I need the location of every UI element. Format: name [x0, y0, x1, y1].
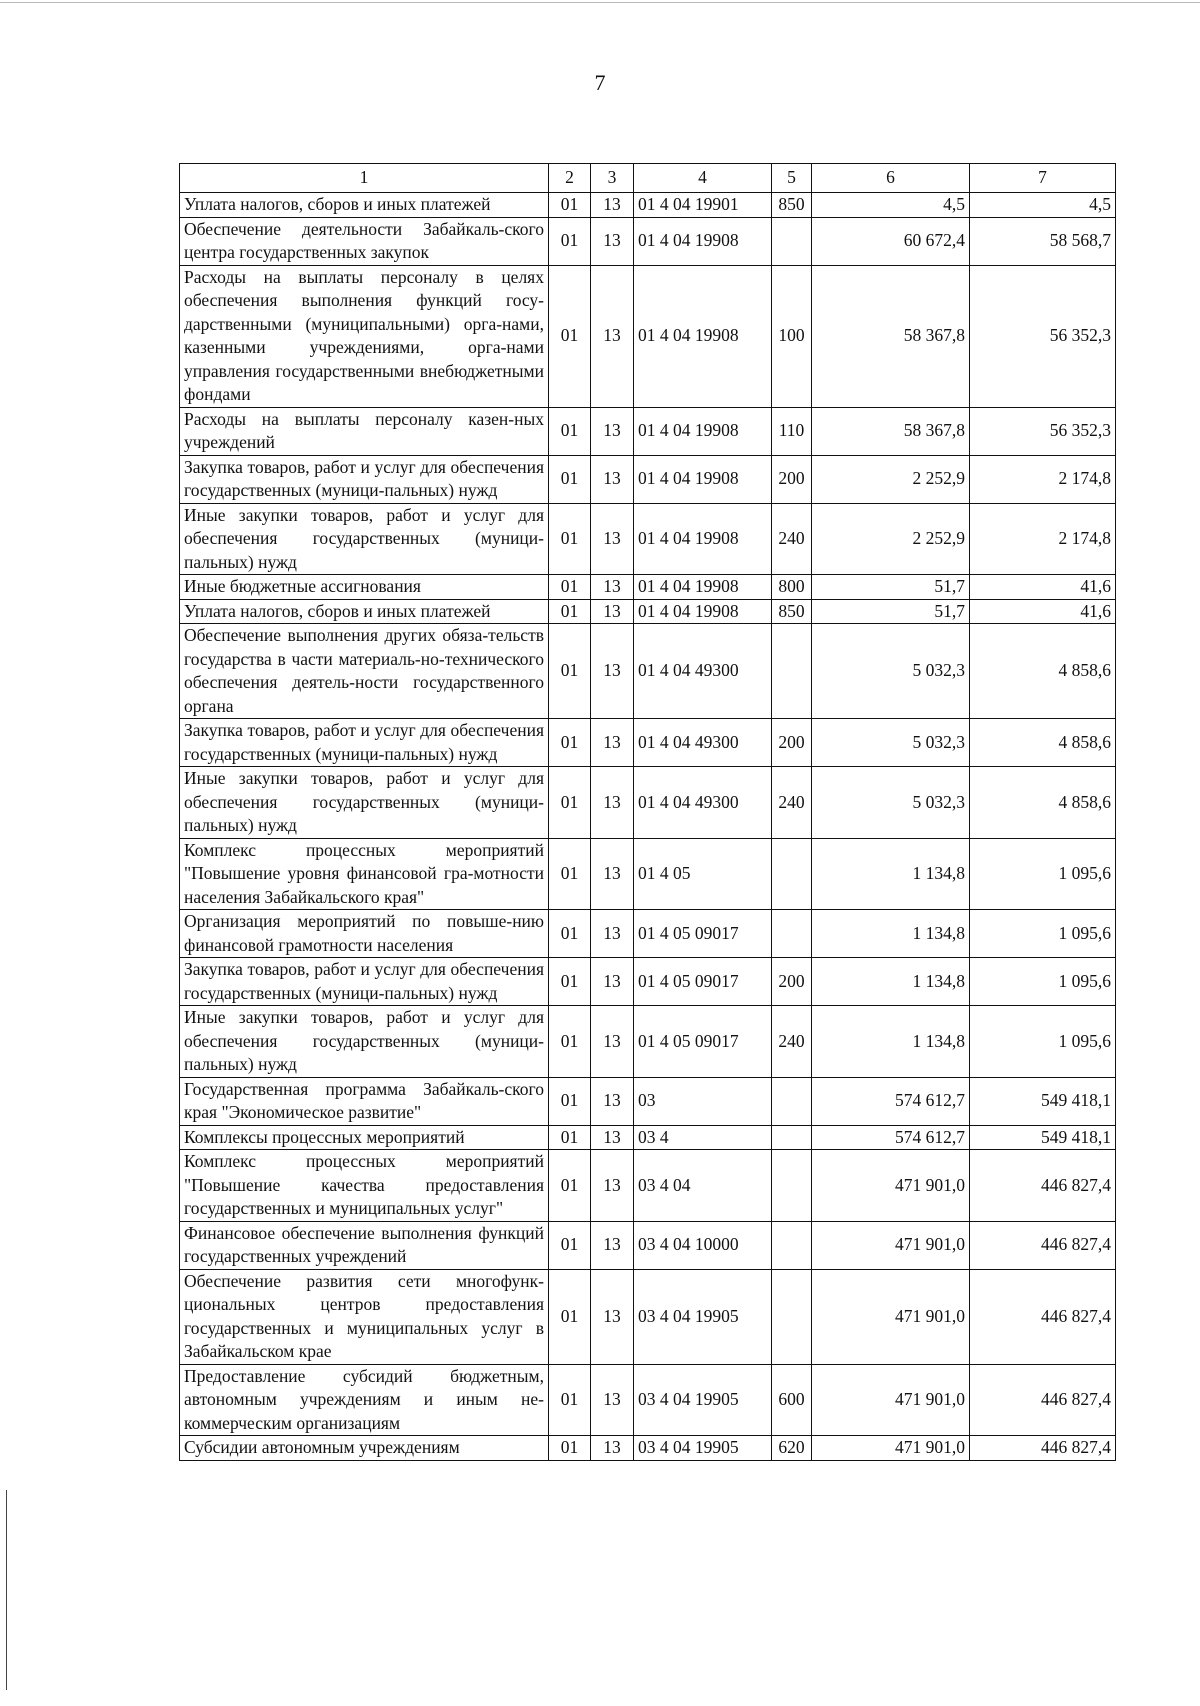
amount-col7-cell: 4,5 [970, 193, 1116, 218]
scan-edge-top [0, 2, 1200, 3]
amount-col6-cell: 2 252,9 [812, 455, 970, 503]
table-row [180, 1221, 1116, 1269]
amount-col7-cell: 2 174,8 [970, 503, 1116, 575]
amount-col7-cell: 4 858,6 [970, 719, 1116, 767]
section-cell: 01 [549, 1150, 591, 1222]
target-article-cell: 03 4 04 19905 [634, 1364, 772, 1436]
expense-name-cell: Комплексы процессных мероприятий [180, 1125, 549, 1150]
scan-edge-left [6, 1490, 7, 1690]
table-row [180, 767, 1116, 839]
table-row [180, 1436, 1116, 1461]
amount-col7-cell: 56 352,3 [970, 265, 1116, 407]
amount-col6-cell: 60 672,4 [812, 217, 970, 265]
expense-name-cell: Расходы на выплаты персоналу в целях обеспечения выполнения функций госу-дарственными (муниципальными) орга-нами, казенными учреждениями, орга-нами управления государственными внебюджетными фондами [180, 265, 549, 407]
amount-col6-cell: 51,7 [812, 575, 970, 600]
expense-type-cell: 240 [772, 503, 812, 575]
subsection-cell: 13 [591, 217, 634, 265]
amount-col6-cell: 58 367,8 [812, 407, 970, 455]
amount-col7-cell: 56 352,3 [970, 407, 1116, 455]
expense-name-cell: Обеспечение выполнения других обяза-тельств государства в части материаль-но-технического обеспечения деятель-ности государственного органа [180, 624, 549, 719]
amount-col7-cell: 41,6 [970, 599, 1116, 624]
table-row [180, 1269, 1116, 1364]
expense-name-cell: Комплекс процессных мероприятий "Повышение уровня финансовой гра-мотности населения Забайкальского края" [180, 838, 549, 910]
expense-type-cell: 600 [772, 1364, 812, 1436]
expense-type-cell [772, 217, 812, 265]
section-cell: 01 [549, 265, 591, 407]
amount-col7-cell: 1 095,6 [970, 1006, 1116, 1078]
subsection-cell: 13 [591, 503, 634, 575]
subsection-cell: 13 [591, 1436, 634, 1461]
section-cell: 01 [549, 407, 591, 455]
expense-type-cell: 800 [772, 575, 812, 600]
column-header-6: 6 [812, 164, 970, 193]
subsection-cell: 13 [591, 1006, 634, 1078]
expense-type-cell: 200 [772, 455, 812, 503]
section-cell: 01 [549, 217, 591, 265]
page-number: 7 [594, 70, 606, 95]
column-header-3: 3 [591, 164, 634, 193]
expense-type-cell: 110 [772, 407, 812, 455]
table-row [180, 407, 1116, 455]
expense-type-cell [772, 1150, 812, 1222]
target-article-cell: 01 4 04 19908 [634, 407, 772, 455]
table-row [180, 217, 1116, 265]
amount-col6-cell: 471 901,0 [812, 1364, 970, 1436]
section-cell: 01 [549, 503, 591, 575]
subsection-cell: 13 [591, 193, 634, 218]
amount-col7-cell: 1 095,6 [970, 910, 1116, 958]
column-header-2: 2 [549, 164, 591, 193]
table-row [180, 1150, 1116, 1222]
target-article-cell: 01 4 04 19908 [634, 503, 772, 575]
amount-col6-cell: 4,5 [812, 193, 970, 218]
table-row [180, 1006, 1116, 1078]
subsection-cell: 13 [591, 575, 634, 600]
amount-col6-cell: 1 134,8 [812, 958, 970, 1006]
amount-col7-cell: 4 858,6 [970, 767, 1116, 839]
amount-col6-cell: 5 032,3 [812, 767, 970, 839]
expense-name-cell: Иные закупки товаров, работ и услуг для обеспечения государственных (муници-пальных) нужд [180, 503, 549, 575]
target-article-cell: 03 4 04 10000 [634, 1221, 772, 1269]
amount-col6-cell: 574 612,7 [812, 1125, 970, 1150]
target-article-cell: 01 4 05 09017 [634, 958, 772, 1006]
expense-name-cell: Субсидии автономным учреждениям [180, 1436, 549, 1461]
subsection-cell: 13 [591, 1364, 634, 1436]
amount-col6-cell: 471 901,0 [812, 1150, 970, 1222]
section-cell: 01 [549, 455, 591, 503]
section-cell: 01 [549, 910, 591, 958]
header-row [180, 164, 1116, 193]
expense-type-cell [772, 1077, 812, 1125]
section-cell: 01 [549, 575, 591, 600]
subsection-cell: 13 [591, 624, 634, 719]
amount-col7-cell: 549 418,1 [970, 1125, 1116, 1150]
amount-col6-cell: 58 367,8 [812, 265, 970, 407]
table-row [180, 265, 1116, 407]
amount-col6-cell: 1 134,8 [812, 1006, 970, 1078]
target-article-cell: 01 4 04 19908 [634, 599, 772, 624]
amount-col6-cell: 5 032,3 [812, 624, 970, 719]
subsection-cell: 13 [591, 1077, 634, 1125]
section-cell: 01 [549, 599, 591, 624]
amount-col7-cell: 446 827,4 [970, 1269, 1116, 1364]
amount-col7-cell: 446 827,4 [970, 1364, 1116, 1436]
amount-col7-cell: 41,6 [970, 575, 1116, 600]
expense-name-cell: Обеспечение развития сети многофунк-циональных центров предоставления государственных и муниципальных услуг в Забайкальском крае [180, 1269, 549, 1364]
table-row [180, 1077, 1116, 1125]
target-article-cell: 01 4 04 49300 [634, 624, 772, 719]
expense-name-cell: Иные закупки товаров, работ и услуг для обеспечения государственных (муници-пальных) нужд [180, 767, 549, 839]
subsection-cell: 13 [591, 1150, 634, 1222]
subsection-cell: 13 [591, 265, 634, 407]
target-article-cell: 03 [634, 1077, 772, 1125]
table-row [180, 719, 1116, 767]
amount-col7-cell: 446 827,4 [970, 1436, 1116, 1461]
expense-name-cell: Комплекс процессных мероприятий "Повышение качества предоставления государственных и муниципальных услуг" [180, 1150, 549, 1222]
expense-type-cell [772, 1125, 812, 1150]
target-article-cell: 01 4 04 19901 [634, 193, 772, 218]
amount-col6-cell: 51,7 [812, 599, 970, 624]
expense-type-cell [772, 838, 812, 910]
subsection-cell: 13 [591, 1125, 634, 1150]
target-article-cell: 01 4 04 49300 [634, 719, 772, 767]
expense-name-cell: Государственная программа Забайкаль-ского края "Экономическое развитие" [180, 1077, 549, 1125]
expense-name-cell: Предоставление субсидий бюджетным, автономным учреждениям и иным не-коммерческим организациям [180, 1364, 549, 1436]
subsection-cell: 13 [591, 767, 634, 839]
table-row [180, 455, 1116, 503]
section-cell: 01 [549, 719, 591, 767]
target-article-cell: 01 4 05 09017 [634, 910, 772, 958]
table-row [180, 1364, 1116, 1436]
subsection-cell: 13 [591, 910, 634, 958]
expense-type-cell: 200 [772, 958, 812, 1006]
subsection-cell: 13 [591, 838, 634, 910]
amount-col7-cell: 1 095,6 [970, 958, 1116, 1006]
section-cell: 01 [549, 767, 591, 839]
expense-type-cell [772, 1221, 812, 1269]
expense-type-cell: 240 [772, 767, 812, 839]
section-cell: 01 [549, 1006, 591, 1078]
section-cell: 01 [549, 1077, 591, 1125]
target-article-cell: 03 4 [634, 1125, 772, 1150]
expense-name-cell: Закупка товаров, работ и услуг для обеспечения государственных (муници-пальных) нужд [180, 958, 549, 1006]
subsection-cell: 13 [591, 407, 634, 455]
expense-type-cell: 200 [772, 719, 812, 767]
budget-table [179, 163, 1116, 1461]
amount-col7-cell: 1 095,6 [970, 838, 1116, 910]
expense-type-cell: 620 [772, 1436, 812, 1461]
amount-col6-cell: 471 901,0 [812, 1221, 970, 1269]
target-article-cell: 03 4 04 [634, 1150, 772, 1222]
section-cell: 01 [549, 1269, 591, 1364]
subsection-cell: 13 [591, 1269, 634, 1364]
expense-type-cell: 850 [772, 193, 812, 218]
target-article-cell: 01 4 04 49300 [634, 767, 772, 839]
target-article-cell: 03 4 04 19905 [634, 1436, 772, 1461]
expense-type-cell [772, 624, 812, 719]
expense-name-cell: Обеспечение деятельности Забайкаль-ского центра государственных закупок [180, 217, 549, 265]
expense-type-cell [772, 1269, 812, 1364]
table-row [180, 193, 1116, 218]
target-article-cell: 01 4 05 [634, 838, 772, 910]
table-row [180, 910, 1116, 958]
expense-name-cell: Иные бюджетные ассигнования [180, 575, 549, 600]
table-row [180, 1125, 1116, 1150]
target-article-cell: 01 4 05 09017 [634, 1006, 772, 1078]
expense-name-cell: Организация мероприятий по повыше-нию финансовой грамотности населения [180, 910, 549, 958]
expense-name-cell: Иные закупки товаров, работ и услуг для обеспечения государственных (муници-пальных) нужд [180, 1006, 549, 1078]
amount-col6-cell: 471 901,0 [812, 1436, 970, 1461]
column-header-4: 4 [634, 164, 772, 193]
target-article-cell: 03 4 04 19905 [634, 1269, 772, 1364]
subsection-cell: 13 [591, 599, 634, 624]
amount-col6-cell: 574 612,7 [812, 1077, 970, 1125]
amount-col6-cell: 1 134,8 [812, 838, 970, 910]
amount-col6-cell: 1 134,8 [812, 910, 970, 958]
table-row [180, 838, 1116, 910]
table-row [180, 958, 1116, 1006]
table-row [180, 575, 1116, 600]
expense-type-cell [772, 910, 812, 958]
target-article-cell: 01 4 04 19908 [634, 455, 772, 503]
expense-name-cell: Расходы на выплаты персоналу казен-ных учреждений [180, 407, 549, 455]
amount-col7-cell: 2 174,8 [970, 455, 1116, 503]
subsection-cell: 13 [591, 1221, 634, 1269]
section-cell: 01 [549, 958, 591, 1006]
subsection-cell: 13 [591, 455, 634, 503]
amount-col6-cell: 5 032,3 [812, 719, 970, 767]
expense-type-cell: 240 [772, 1006, 812, 1078]
table-row [180, 624, 1116, 719]
amount-col7-cell: 446 827,4 [970, 1150, 1116, 1222]
amount-col6-cell: 2 252,9 [812, 503, 970, 575]
expense-type-cell: 100 [772, 265, 812, 407]
expense-type-cell: 850 [772, 599, 812, 624]
section-cell: 01 [549, 1364, 591, 1436]
amount-col7-cell: 58 568,7 [970, 217, 1116, 265]
section-cell: 01 [549, 1436, 591, 1461]
target-article-cell: 01 4 04 19908 [634, 575, 772, 600]
subsection-cell: 13 [591, 719, 634, 767]
subsection-cell: 13 [591, 958, 634, 1006]
column-header-5: 5 [772, 164, 812, 193]
expense-name-cell: Уплата налогов, сборов и иных платежей [180, 599, 549, 624]
expense-name-cell: Закупка товаров, работ и услуг для обеспечения государственных (муници-пальных) нужд [180, 455, 549, 503]
expense-name-cell: Закупка товаров, работ и услуг для обеспечения государственных (муници-пальных) нужд [180, 719, 549, 767]
target-article-cell: 01 4 04 19908 [634, 217, 772, 265]
table-row [180, 503, 1116, 575]
amount-col6-cell: 471 901,0 [812, 1269, 970, 1364]
section-cell: 01 [549, 1125, 591, 1150]
expense-name-cell: Уплата налогов, сборов и иных платежей [180, 193, 549, 218]
amount-col7-cell: 4 858,6 [970, 624, 1116, 719]
table-row [180, 599, 1116, 624]
column-header-1: 1 [180, 164, 549, 193]
column-header-7: 7 [970, 164, 1116, 193]
amount-col7-cell: 549 418,1 [970, 1077, 1116, 1125]
table-body [180, 193, 1116, 1461]
expense-name-cell: Финансовое обеспечение выполнения функций государственных учреждений [180, 1221, 549, 1269]
amount-col7-cell: 446 827,4 [970, 1221, 1116, 1269]
section-cell: 01 [549, 838, 591, 910]
section-cell: 01 [549, 193, 591, 218]
section-cell: 01 [549, 1221, 591, 1269]
target-article-cell: 01 4 04 19908 [634, 265, 772, 407]
section-cell: 01 [549, 624, 591, 719]
